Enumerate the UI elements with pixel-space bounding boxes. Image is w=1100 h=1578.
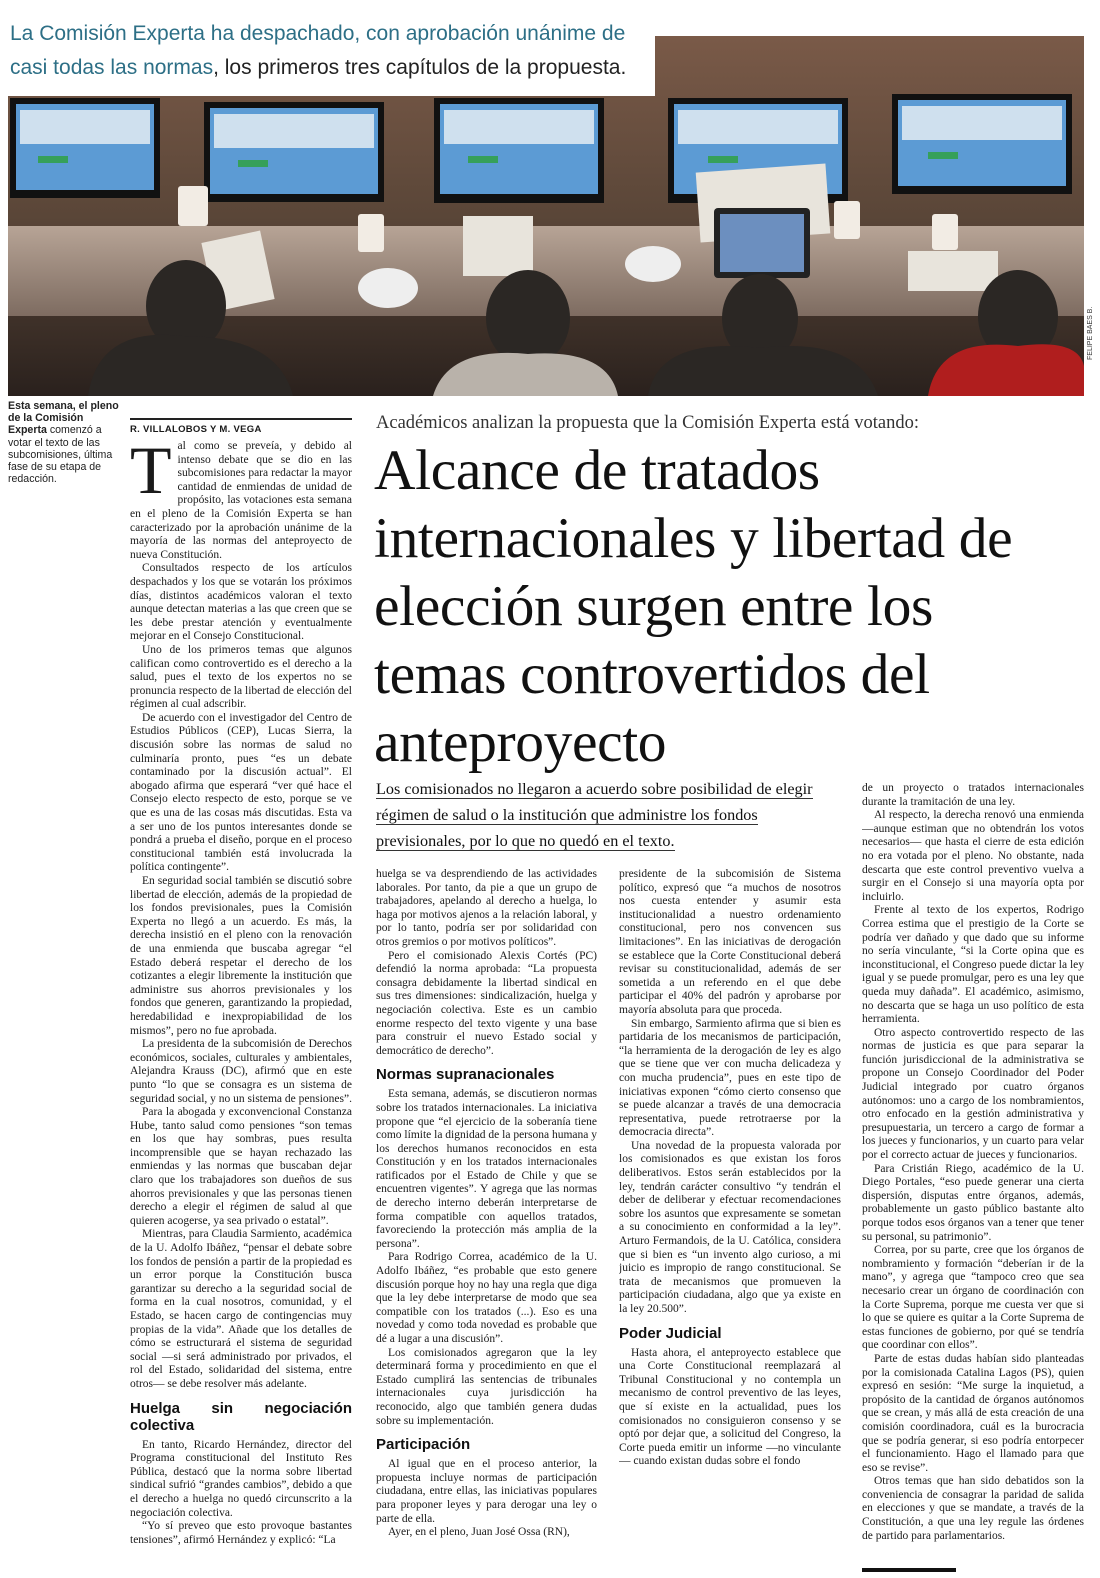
drop-cap: T — [130, 440, 172, 508]
subheading: Huelga sin negociación colectiva — [130, 1399, 352, 1434]
byline: R. VILLALOBOS Y M. VEGA — [130, 418, 352, 435]
paragraph: En seguridad social también se discutió sobre libertad de elección, además de la propiedad de los fondos previsionales, pues la Comisión Experta no llegó a un acuerdo. Es más, la derecha insistió en el pleno con la renovación de una enmienda que buscaba agregar “el Estado deberá respetar el derecho de los cotizantes a elegir libremente la institución que administre sus ahorros previsionales y los fondos que generen, garantizando la propiedad, heredabilidad e inexpropiabilidad de los mismos”, pero no fue aprobada. — [130, 875, 352, 1037]
subheading: Participación — [376, 1436, 471, 1454]
paragraph: Al igual que en el proceso anterior, la propuesta incluye normas de participación ciudadana, entre ellas, las iniciativas populares para proponer leyes y para derogar una ley o parte de ella. — [376, 1458, 597, 1525]
paragraph: presidente de la subcomisión de Sistema político, expresó que “a muchos de nosotros nos cuesta entender y asumir esta institucionalidad a nuestro ordenamiento constitucional, pero nos convencen sus limitaciones”. En las iniciativas de derogación se establece que la Corte Constitucional deberá revisar su constitucionalidad, además de ser sometida a un referendo en el que debe participar el 40% del padrón y aprobarse por mayoría absoluta para que proceda. — [619, 868, 841, 1016]
paragraph: Consultados respecto de los artículos despachados y los que se votarán los próximos días, distintos académicos valoran el texto aunque detectan materias a las que creen que se les debe prestar atención y eventualmente mejorar en el Consejo Constitucional. — [130, 562, 352, 643]
photo-credit: FELIPE BAES B. — [1087, 306, 1094, 360]
kicker-rest: , los primeros tres capítulos de la propuesta. — [213, 56, 627, 79]
paragraph: Ayer, en el pleno, Juan José Ossa (RN), — [388, 1526, 570, 1539]
paragraph: Para Rodrigo Correa, académico de la U. Adolfo Ibáñez, “es probable que esto genere discusión porque hoy no hay una regla que diga que la ley debe interpretarse de modo que sea compatible con los tratados (...). Eso es una novedad y como toda novedad es probable que dé a lugar a una discusión”. — [376, 1251, 597, 1345]
paragraph: huelga se va desprendiendo de las actividades laborales. Por tanto, da pie a que un grupo de trabajadores, apelando al derecho a huelga, lo haga por motivos ajenos a la relación laboral, y por lo tanto, podría ser por solidaridad con otros gremios o por motivos políticos”. — [376, 868, 597, 948]
article-column-2 — [376, 868, 597, 1568]
caption-text: comenzó a votar el texto de las subcomisiones, última fase de su etapa de redacción. — [8, 424, 113, 486]
kicker-line-2 — [10, 52, 626, 83]
headline: Alcance de tratados internacionales y libertad de elección surgen entre los temas controvertidos del anteproyecto — [374, 439, 1013, 774]
paragraph: Pero el comisionado Alexis Cortés (PC) defendió la norma aprobada: “La propuesta consagra debidamente la libertad sindical en sus tres dimensiones: sindicalización, huelga y negociación colectiva. Este es un cambio enorme respecto del texto vigente y una base para construir el nuevo Estado social y democrático de derecho”. — [376, 949, 597, 1057]
paragraph: De acuerdo con el investigador del Centro de Estudios Públicos (CEP), Lucas Sierra, la discusión sobre las normas de salud no culminaría pronto, pues “es un debate contaminado por la discusión actual”. El abogado afirma que esperará “ver qué hace el Consejo electo respecto de esto, porque se ve que es una de las cosas más discutidas. Esta va a ser uno de los puntos interesantes donde se pondrá a prueba el diseño, porque en el proceso constitucional también está involucrada la política contingente”. — [130, 711, 352, 874]
paragraph: Mientras, para Claudia Sarmiento, académica de la U. Adolfo Ibáñez, “pensar el debate sobre los fondos de pensión a partir de la propiedad es un error porque la Constitución busca garantizar su derecho a la seguridad social de forma en la cual nosotros, comunidad, y el Estado, se hacen cargo de contingencias muy propias de la vida”. Añade que los detalles de cómo se estructurará el sistema de seguridad social —si será administrado por privados, el rol del Estado, solidaridad del sistema, entre otros— se debe resolver más adelante. — [130, 1228, 352, 1390]
paragraph: Para la abogada y exconvencional Constanza Hube, tanto salud como pensiones “son temas en los que hay sombras, pues resulta incomprensible que se hayan rechazado las enmiendas y las normas que buscaban dejar claro que los trabajadores son dueños de sus ahorros previsionales y que las personas tienen derecho a elegir el régimen de salud al que quieren acogerse, ya sea privado o estatal”. — [130, 1106, 352, 1227]
paragraph: “Yo sí preveo que esto provoque bastantes tensiones”, afirmó Hernández y explicó: “La — [130, 1520, 352, 1546]
paragraph: Hasta ahora, el anteproyecto establece que una Corte Constitucional reemplazará al Tribunal Constitucional y no contempla un mecanismo de control preventivo de las leyes, que sí existe en la actualidad, pues los comisionados no consiguieron consenso y se optó por dejar que, a solicitud del Congreso, la Corte pueda emitir un informe —no vinculante— cuando existan dudas sobre el fondo — [619, 1346, 841, 1468]
subheading: Normas supranacionales — [376, 1066, 555, 1084]
paragraph: al como se preveía, y debido al intenso debate que se dio en las subcomisiones para redactar la mayor cantidad de enmiendas de unidad de propósito, las votaciones esta semana en el pleno de la Comisión Experta se han caracterizado por la aprobación unánime de la mayoría de las normas del anteproyecto de nueva Constitución. — [130, 440, 352, 561]
paragraph: Esta semana, además, se discutieron normas sobre los tratados internacionales. La iniciativa propone que “el ejercicio de la soberanía tiene como límite la dignidad de la persona humana y los derechos humanos reconocidos en esta Constitución y en los tratados internacionales ratificados por el Estado de Chile y que se encuentren vigentes”. Y agrega que las normas de derecho interno deberán interpretarse de forma compatible con aquellos tratados, favoreciendo la protección más amplia de la persona”. — [376, 1088, 597, 1250]
paragraph: de un proyecto o tratados internacionales durante la tramitación de una ley. — [862, 782, 1084, 808]
paragraph: Una novedad de la propuesta valorada por los comisionados es que existan los foros deliberativos. Estos serán establecidos por la ley, tendrán carácter consultivo “y tendrán el deber de deliberar y efectuar recomendaciones sobre los asuntos que expresamente se sometan a su conocimiento en conformidad a la ley”. Arturo Fermandois, de la U. Católica, considera que si bien es “un invento algo curioso, a mi juicio es impropio de rango constitucional. Se trata de mecanismos que promueven la participación ciudadana, algo que ya existe en la ley 20.500”. — [619, 1139, 841, 1315]
subheading: Poder Judicial — [619, 1324, 722, 1342]
paragraph: Al respecto, la derecha renovó una enmienda —aunque estiman que no obtendrán los votos necesarios— que hasta el cierre de esta edición no era votada por el pleno. No obstante, nada descarta que este control preventivo vuelva a surgir en el Consejo si una mayoría opta por incluirlo. — [862, 809, 1084, 903]
article-column-3 — [619, 868, 841, 1568]
article-column-1 — [130, 440, 352, 1570]
paragraph: Los comisionados agregaron que la ley determinará forma y procedimiento en que el Estado cumplirá las sentencias de tribunales internacionales cuya jurisdicción ha reconocido, algo que también genera dudas sobre su implementación. — [376, 1346, 597, 1427]
paragraph: Para Cristián Riego, académico de la U. Diego Portales, “eso puede generar una cierta dispersión, disputas entre órganos, además, probablemente un gasto público bastante alto porque todos esos órganos van a tener que tener su personal, su patrimonio”. — [862, 1162, 1084, 1243]
article-column-4 — [862, 782, 1084, 1572]
overtitle: Académicos analizan la propuesta que la Comisión Experta está votando: — [376, 413, 920, 433]
paragraph: La presidenta de la subcomisión de Derechos económicos, sociales, culturales y ambientales, Alejandra Krauss (DC), afirmó que en este punto “lo que se consagra es un sistema de seguridad social, y no un sistema de pensiones”. — [130, 1038, 352, 1105]
caption-bold: Esta semana, el pleno de la Comisión Experta — [8, 400, 119, 437]
paragraph: Otros temas que han sido debatidos son la conveniencia de consagrar la paridad de salida en elecciones y que se mandate, a través de la Constitución, a que una ley regule las órdenes de partido para parlamentarios. — [862, 1475, 1084, 1542]
kicker-highlight: casi todas las normas — [10, 56, 214, 79]
deck — [376, 776, 838, 854]
paragraph: Sin embargo, Sarmiento afirma que si bien es partidaria de los mecanismos de participación, “la herramienta de la derogación de ley es algo que se tiene que ver con mucha delicadeza y con mucha prudencia”, pues en este tipo de iniciativas exponen “cómo cierto consenso que se puede alcanzar a través de una democracia representativa, puede retrotraerse por la democracia directa”. — [619, 1017, 841, 1139]
paragraph: En tanto, Ricardo Hernández, director del Programa constitucional del Instituto Res Pública, destacó que la norma sobre libertad sindical sufrió “grandes cambios”, debido a que el derecho a huelga no quedó circunscrito a la negociación colectiva. — [130, 1438, 352, 1519]
end-of-article-rule — [862, 1568, 956, 1572]
paragraph: Parte de estas dudas habían sido planteadas por la comisionada Catalina Lagos (PS), quien expresó en sesión: “Me surge la inquietud, a propósito de la cantidad de órganos autónomos que se crean, y más allá de esta creación de una comisión coordinadora, cuál es la burocracia que se podría generar, si eso podría entorpecer el funcionamiento. Hago el llamado para que eso se revise”. — [862, 1352, 1084, 1474]
kicker — [0, 0, 655, 96]
paragraph: Correa, por su parte, cree que los órganos de nombramiento y formación “deberían ir de la mano”, y agrega que “tampoco creo que sea necesario crear un órgano de coordinación con la Corte Suprema, porque me cuesta ver que si lo que se quiere es quitar a la Corte Suprema de estas funciones de gobierno, por qué se tendría que coordinar con ellos”. — [862, 1244, 1084, 1352]
kicker-line-1: La Comisión Experta ha despachado, con aprobación unánime de — [10, 22, 626, 45]
photo-caption — [8, 400, 120, 485]
deck-text: Los comisionados no llegaron a acuerdo sobre posibilidad de elegir régimen de salud o la institución que administre los fondos previsionales, por lo que no quedó en el texto. — [376, 780, 813, 850]
paragraph: Uno de los primeros temas que algunos califican como controvertido es el derecho a la salud, pues el texto de los expertos no se pronuncia respecto de la libertad de elección del régimen al cual adscribir. — [130, 643, 352, 711]
paragraph: Frente al texto de los expertos, Rodrigo Correa estima que el prestigio de la Corte se podría ver dañado y que dado que su informe no sería vinculante, “si la Corte opina que es inconstitucional, el Congreso puede dictar la ley igual y se puede promulgar, pero es una ley que queda muy dañada”. El académico, asimismo, no descarta que se haga un uso político de esta herramienta. — [862, 904, 1084, 1026]
paragraph: Otro aspecto controvertido respecto de las normas de justicia es que para separar la función jurisdiccional de la administrativa se propone un Consejo Coordinador del Poder Judicial integrado por cuatro órganos autónomos: uno a cargo de los nombramientos, otro enfocado en la gestión administrativa y presupuestaria, un tercero a cargo de formar a los jueces y funcionarios, y un cuarto para velar por el correcto actuar de jueces y funcionarios. — [862, 1026, 1084, 1162]
